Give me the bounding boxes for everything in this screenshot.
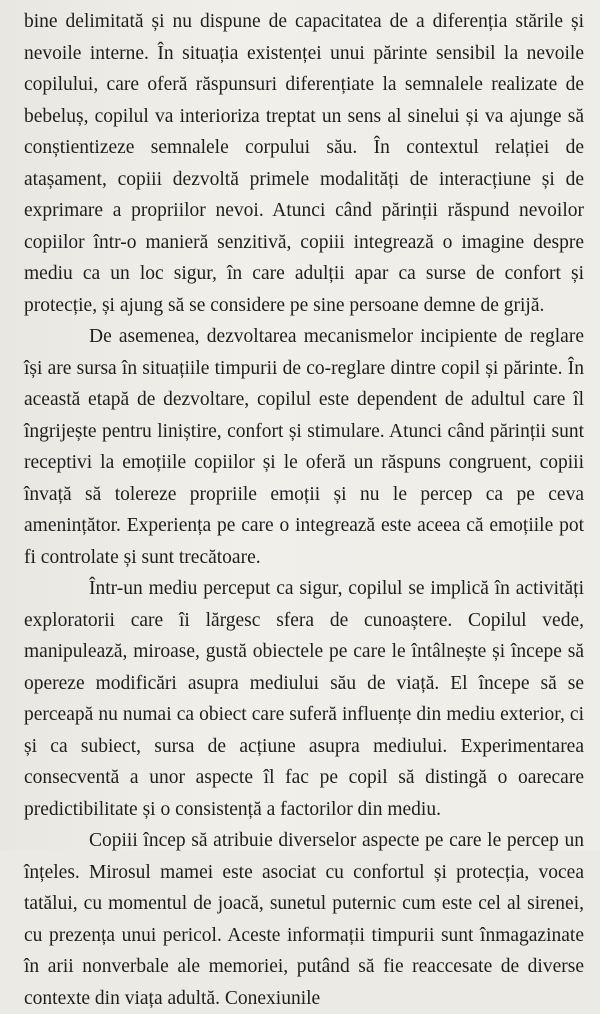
paragraph-coregulation: De asemenea, dezvoltarea mecanismelor incipiente de reglare își are sursa în situațiile timpurii de co-reglare dintre copil și părinte. În această etapă de dezvoltare, copilul este dependent de adultul care îl îngrijește pentru liniștire, confort și stimulare. Atunci când părinții sunt receptivi la emoțiile copiilor și le oferă un răspuns congruent, copiii învață să tolereze propriile emoții și nu le percep ca pe ceva amenințător. Experiența pe care o integrează este aceea că emoțiile pot fi controlate și sunt trecătoare. — [24, 326, 584, 568]
body-text — [24, 6, 584, 1014]
paragraph-meaning: Copiii încep să atribuie diverselor aspecte pe care le percep un înțeles. Mirosul mamei este asociat cu confortul și protecția, vocea tatălui, cu momentul de joacă, sunetul puternic cum este cel al sirenei, cu prezența unui pericol. Aceste informații timpurii sunt înmagazinate în arii nonverbale ale memoriei, putând să fie reaccesate de diverse contexte din viața adultă. Conexiunile — [24, 830, 584, 1009]
paragraph-continuation: bine delimitată și nu dispune de capacitatea de a diferenția stările și nevoile interne. În situația existenței unui părinte sensibil la nevoile copilului, care oferă răspunsuri diferențiate la semnalele realizate de bebeluș, copilul va interioriza treptat un sens al sinelui și va ajunge să conștientizeze semnalele corpului său. În contextul relației de atașament, copiii dezvoltă primele modalități de interacțiune și de exprimare a propriilor nevoi. Atunci când părinții răspund nevoilor copiilor într-o manieră senzitivă, copiii integrează o imagine despre mediu ca un loc sigur, în care adulții apar ca surse de confort și protecție, și ajung să se considere pe sine persoane demne de grijă. — [24, 11, 584, 316]
paragraph-exploration: Într-un mediu perceput ca sigur, copilul se implică în activități exploratorii care îi lărgesc sfera de cunoaștere. Copilul vede, manipulează, miroase, gustă obiectele pe care le întâlnește și începe să opereze modificări asupra mediului său de viață. El începe să se perceapă nu numai ca obiect care suferă influențe din mediu exterior, ci și ca subiect, sursa de acțiune asupra mediului. Experimentarea consecventă a unor aspecte îl fac pe copil să distingă o oarecare predictibilitate și o consistență a factorilor din mediu. — [24, 578, 584, 820]
